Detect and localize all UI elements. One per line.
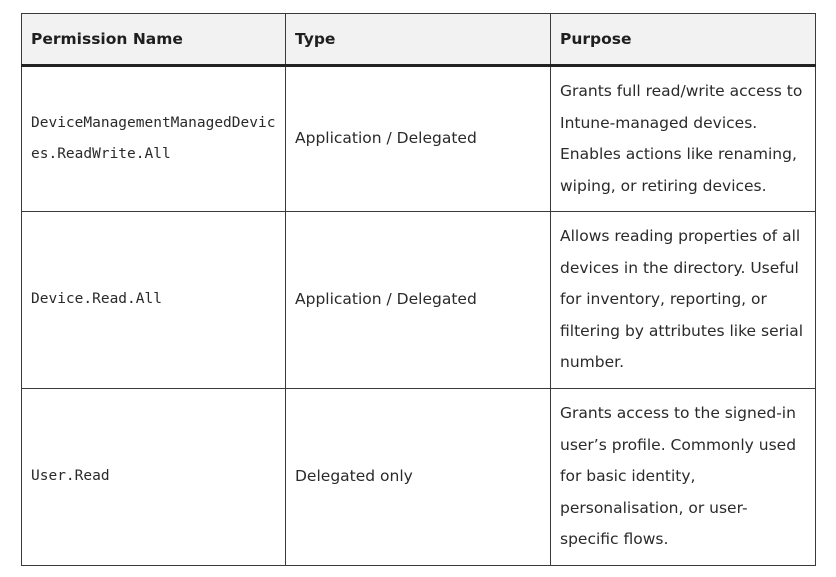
header-row <box>22 14 816 66</box>
table-row <box>22 389 816 566</box>
header-permission-name: Permission Name <box>22 14 286 66</box>
header-purpose: Purpose <box>551 14 816 66</box>
permissions-table <box>21 13 816 566</box>
type-cell: Application / Delegated <box>286 212 551 389</box>
purpose-cell: Grants full read/write access to Intune-managed devices. Enables actions like renaming, wiping, or retiring devices. <box>551 66 816 212</box>
header-type: Type <box>286 14 551 66</box>
type-cell: Application / Delegated <box>286 66 551 212</box>
table-row <box>22 66 816 212</box>
table-row <box>22 212 816 389</box>
purpose-cell: Allows reading properties of all devices in the directory. Useful for inventory, reporting, or filtering by attributes like serial number. <box>551 212 816 389</box>
permission-name-cell: Device.Read.All <box>22 212 286 389</box>
purpose-cell: Grants access to the signed-in user’s profile. Commonly used for basic identity, personalisation, or user-specific flows. <box>551 389 816 566</box>
permission-name-cell: DeviceManagementManagedDevices.ReadWrite.All <box>22 66 286 212</box>
permission-name-cell: User.Read <box>22 389 286 566</box>
table-body <box>22 66 816 566</box>
type-cell: Delegated only <box>286 389 551 566</box>
table-header <box>22 14 816 66</box>
